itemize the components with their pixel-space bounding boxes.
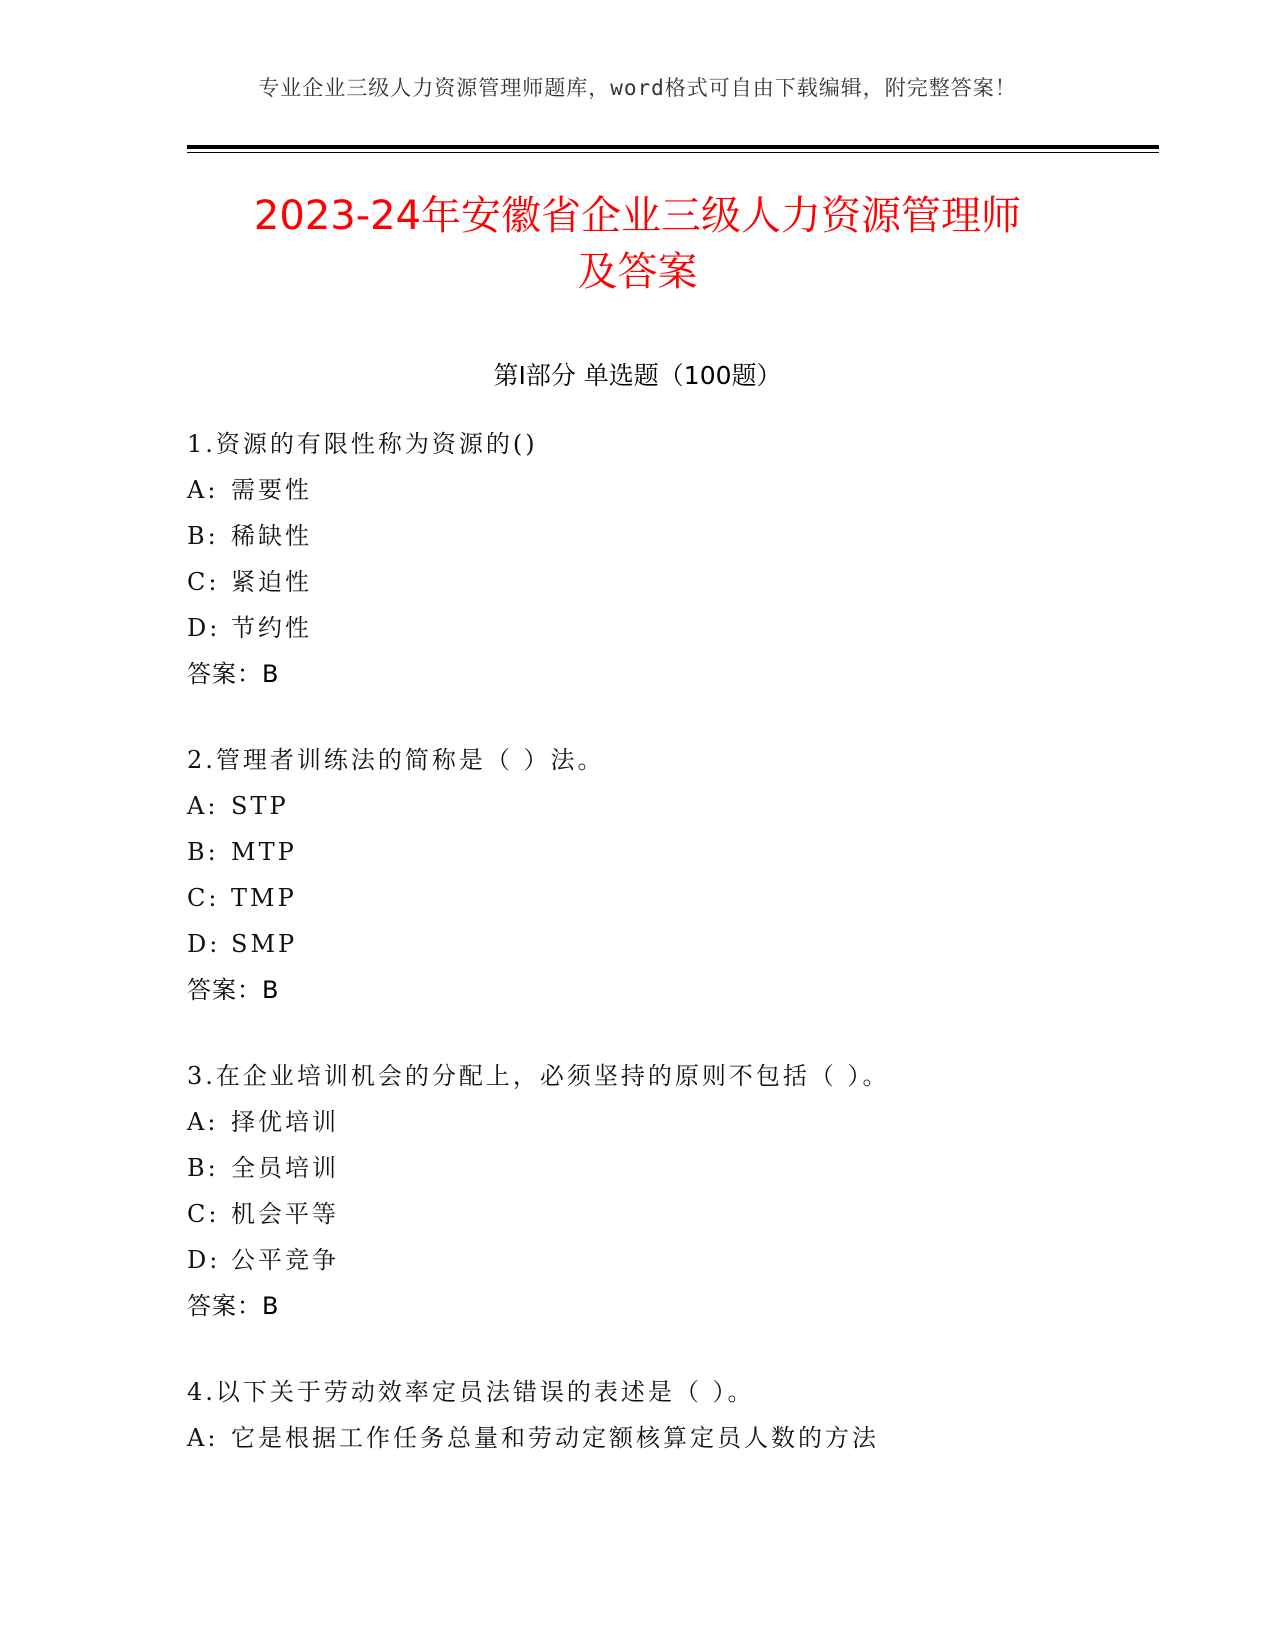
question-2 bbox=[187, 737, 1157, 1013]
question-1 bbox=[187, 421, 1157, 697]
option-letter: B: bbox=[187, 1154, 219, 1182]
option-b bbox=[187, 513, 1157, 559]
option-c bbox=[187, 875, 1157, 921]
section-title: 第Ⅰ部分 单选题（100题） bbox=[493, 361, 782, 390]
option-a bbox=[187, 467, 1157, 513]
option-b bbox=[187, 829, 1157, 875]
document-title-line-1: 2023-24年安徽省企业三级人力资源管理师 bbox=[253, 193, 1022, 239]
question-3 bbox=[187, 1053, 1157, 1329]
question-stem: 1.资源的有限性称为资源的() bbox=[187, 430, 538, 458]
header-rule-thin bbox=[187, 152, 1159, 153]
option-text: STP bbox=[231, 792, 289, 820]
option-d bbox=[187, 605, 1157, 651]
option-a bbox=[187, 1415, 1157, 1461]
option-text: MTP bbox=[231, 838, 297, 866]
option-text: TMP bbox=[231, 884, 297, 912]
option-a bbox=[187, 783, 1157, 829]
answer: 答案：B bbox=[187, 1292, 280, 1320]
option-text: 公平竞争 bbox=[231, 1246, 339, 1274]
option-letter: D: bbox=[187, 614, 221, 642]
question-stem: 4.以下关于劳动效率定员法错误的表述是（ ）。 bbox=[187, 1378, 755, 1406]
option-d bbox=[187, 921, 1157, 967]
question-4 bbox=[187, 1369, 1157, 1461]
option-letter: B: bbox=[187, 522, 219, 550]
document-title-line-2: 及答案 bbox=[577, 249, 698, 295]
option-text: SMP bbox=[231, 930, 298, 958]
option-c bbox=[187, 559, 1157, 605]
option-letter: B: bbox=[187, 838, 219, 866]
option-letter: D: bbox=[187, 1246, 221, 1274]
option-text: 紧迫性 bbox=[231, 568, 312, 596]
option-letter: C: bbox=[187, 568, 220, 596]
option-letter: A: bbox=[187, 1424, 219, 1452]
option-letter: A: bbox=[187, 476, 219, 504]
page-header: 专业企业三级人力资源管理师题库，word格式可自由下载编辑，附完整答案！ bbox=[258, 76, 1017, 100]
option-letter: A: bbox=[187, 1108, 219, 1136]
option-text: 它是根据工作任务总量和劳动定额核算定员人数的方法 bbox=[231, 1424, 879, 1452]
option-letter: C: bbox=[187, 884, 220, 912]
option-b bbox=[187, 1145, 1157, 1191]
document-title bbox=[150, 188, 1125, 300]
option-c bbox=[187, 1191, 1157, 1237]
option-text: 需要性 bbox=[231, 476, 312, 504]
option-letter: D: bbox=[187, 930, 221, 958]
option-letter: C: bbox=[187, 1200, 220, 1228]
option-text: 机会平等 bbox=[231, 1200, 339, 1228]
option-text: 择优培训 bbox=[231, 1108, 339, 1136]
option-text: 全员培训 bbox=[231, 1154, 339, 1182]
option-text: 节约性 bbox=[231, 614, 312, 642]
header-rule-thick bbox=[187, 145, 1159, 149]
option-text: 稀缺性 bbox=[231, 522, 312, 550]
question-stem: 3.在企业培训机会的分配上，必须坚持的原则不包括（ ）。 bbox=[187, 1062, 890, 1090]
answer: 答案：B bbox=[187, 976, 280, 1004]
question-stem: 2.管理者训练法的简称是（ ）法。 bbox=[187, 746, 605, 774]
option-a bbox=[187, 1099, 1157, 1145]
option-letter: A: bbox=[187, 792, 219, 820]
answer: 答案：B bbox=[187, 660, 280, 688]
option-d bbox=[187, 1237, 1157, 1283]
